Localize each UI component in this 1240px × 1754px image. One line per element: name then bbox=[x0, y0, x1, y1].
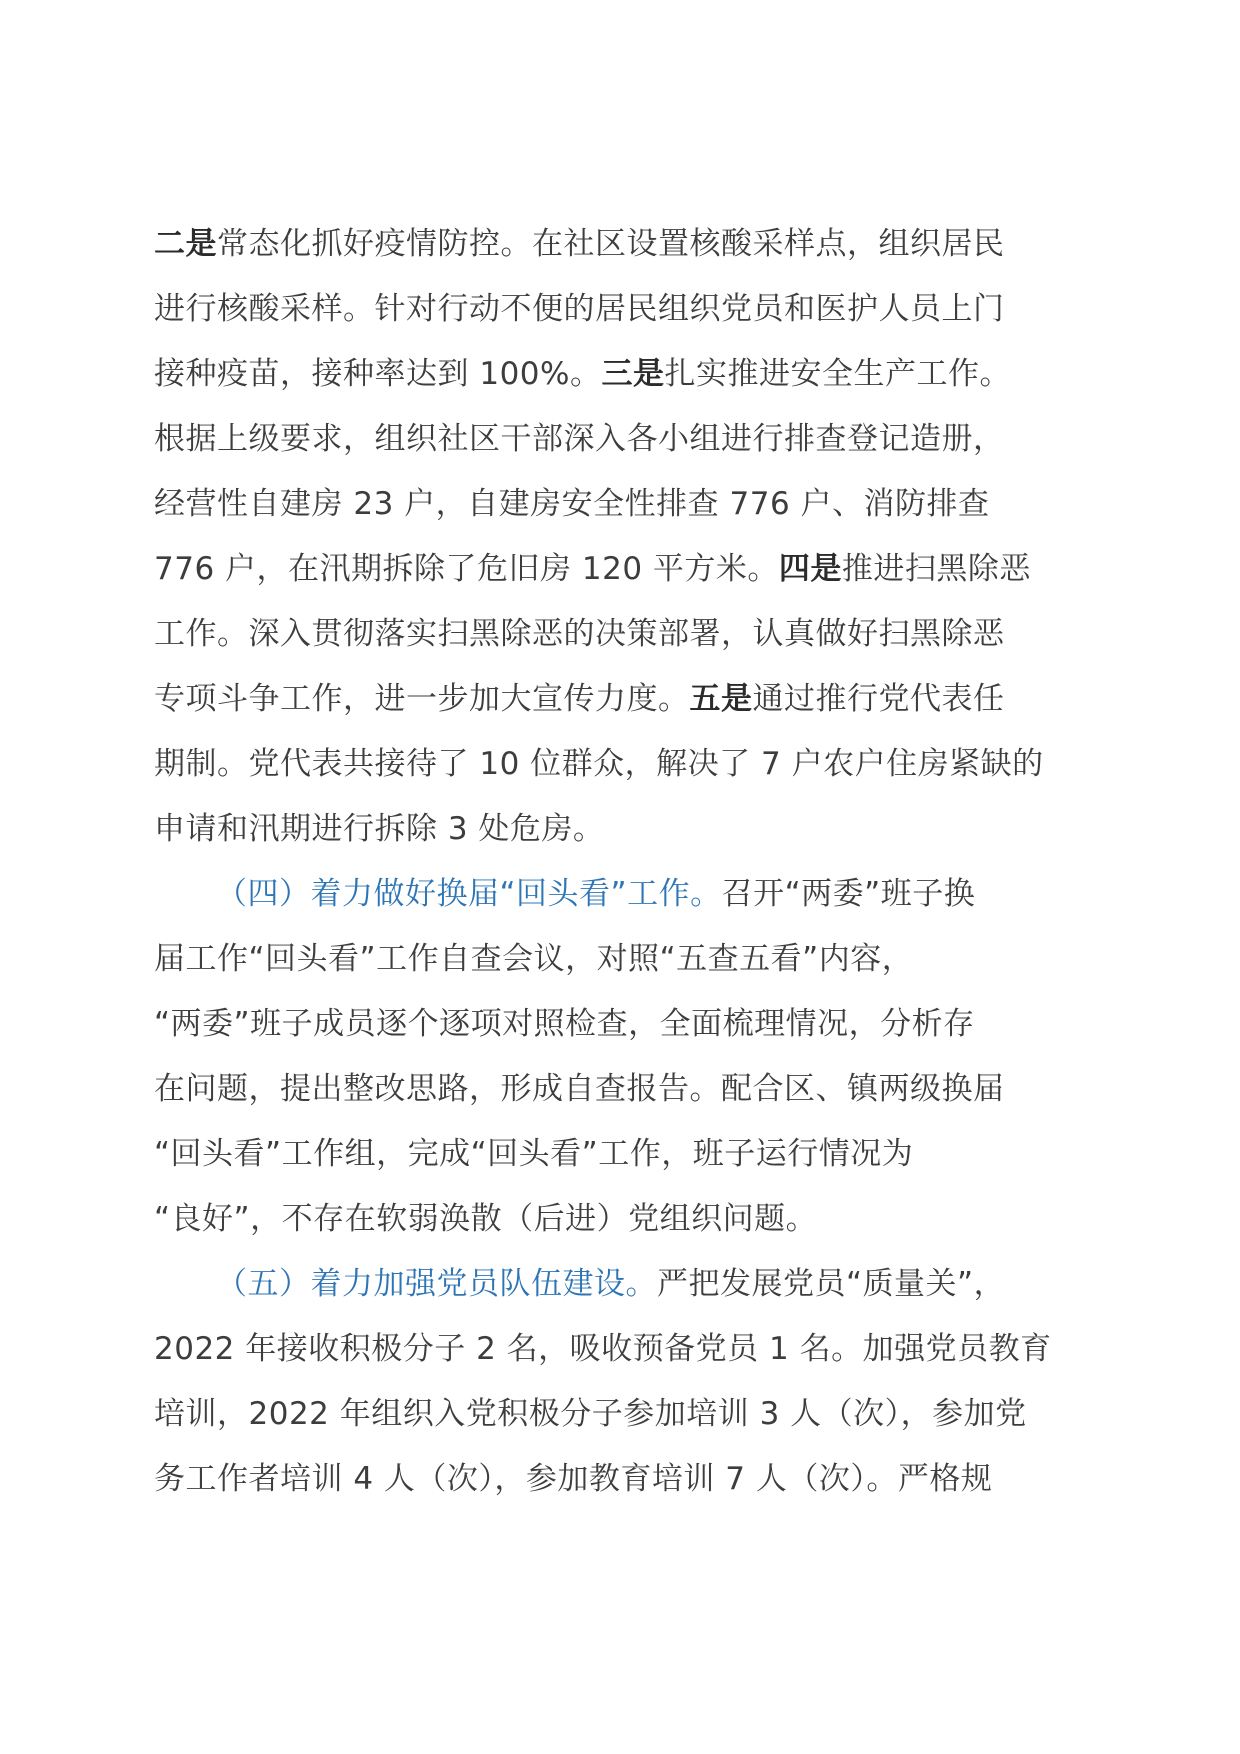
list-marker: 三是 bbox=[601, 356, 665, 392]
body-text: 776 户，在汛期拆除了危旧房 120 平方米。 bbox=[154, 551, 779, 587]
body-text: 召开“两委”班子换 bbox=[721, 876, 976, 912]
section-heading: （四）着力做好换届“回头看”工作。 bbox=[216, 876, 722, 912]
text-line bbox=[154, 1447, 1094, 1512]
body-text: 务工作者培训 4 人（次），参加教育培训 7 人（次）。严格规 bbox=[154, 1461, 993, 1497]
body-text: 培训，2022 年组织入党积极分子参加培训 3 人（次），参加党 bbox=[154, 1396, 1027, 1432]
body-text: “良好”，不存在软弱涣散（后进）党组织问题。 bbox=[154, 1201, 818, 1237]
text-line bbox=[154, 732, 1094, 797]
text-line bbox=[154, 537, 1094, 602]
text-line bbox=[154, 1252, 1094, 1317]
body-text: 严把发展党员“质量关”， bbox=[657, 1266, 1006, 1302]
body-text: 工作。深入贯彻落实扫黑除恶的决策部署，认真做好扫黑除恶 bbox=[154, 616, 1005, 652]
document-body bbox=[154, 212, 1094, 1512]
text-line bbox=[154, 797, 1094, 862]
body-text: 常态化抓好疫情防控。在社区设置核酸采样点，组织居民 bbox=[217, 226, 1005, 262]
body-text: 推进扫黑除恶 bbox=[841, 551, 1031, 587]
text-line bbox=[154, 1057, 1094, 1122]
list-marker: 四是 bbox=[778, 551, 842, 587]
text-line bbox=[154, 342, 1094, 407]
list-marker: 二是 bbox=[154, 226, 217, 262]
body-text: 专项斗争工作，进一步加大宣传力度。 bbox=[154, 681, 690, 717]
text-line bbox=[154, 277, 1094, 342]
text-line bbox=[154, 602, 1094, 667]
text-line bbox=[154, 927, 1094, 992]
list-marker: 五是 bbox=[689, 681, 753, 717]
body-text: 在问题，提出整改思路，形成自查报告。配合区、镇两级换届 bbox=[154, 1071, 1005, 1107]
body-text: 扎实推进安全生产工作。 bbox=[664, 356, 1011, 392]
text-line bbox=[154, 862, 1094, 927]
body-text: 通过推行党代表任 bbox=[752, 681, 1005, 717]
body-text: 申请和汛期进行拆除 3 处危房。 bbox=[154, 811, 605, 847]
body-text: 根据上级要求，组织社区干部深入各小组进行排查登记造册， bbox=[154, 421, 1005, 457]
section-heading: （五）着力加强党员队伍建设。 bbox=[216, 1266, 657, 1302]
body-text: 2022 年接收积极分子 2 名，吸收预备党员 1 名。加强党员教育 bbox=[154, 1331, 1052, 1367]
body-text: 经营性自建房 23 户，自建房安全性排查 776 户、消防排查 bbox=[154, 486, 990, 522]
body-text: 届工作“回头看”工作自查会议，对照“五查五看”内容， bbox=[154, 941, 914, 977]
body-text: “两委”班子成员逐个逐项对照检查，全面梳理情况，分析存 bbox=[154, 1006, 975, 1042]
text-line bbox=[154, 1382, 1094, 1447]
text-line bbox=[154, 1122, 1094, 1187]
text-line bbox=[154, 472, 1094, 537]
body-text: 接种疫苗，接种率达到 100%。 bbox=[154, 356, 602, 392]
body-text: 进行核酸采样。针对行动不便的居民组织党员和医护人员上门 bbox=[154, 291, 1005, 327]
text-line bbox=[154, 992, 1094, 1057]
body-text: “回头看”工作组，完成“回头看”工作，班子运行情况为 bbox=[154, 1136, 914, 1172]
text-line bbox=[154, 1187, 1094, 1252]
text-line bbox=[154, 212, 1094, 277]
text-line bbox=[154, 1317, 1094, 1382]
body-text: 期制。党代表共接待了 10 位群众，解决了 7 户农户住房紧缺的 bbox=[154, 746, 1044, 782]
text-line bbox=[154, 667, 1094, 732]
text-line bbox=[154, 407, 1094, 472]
